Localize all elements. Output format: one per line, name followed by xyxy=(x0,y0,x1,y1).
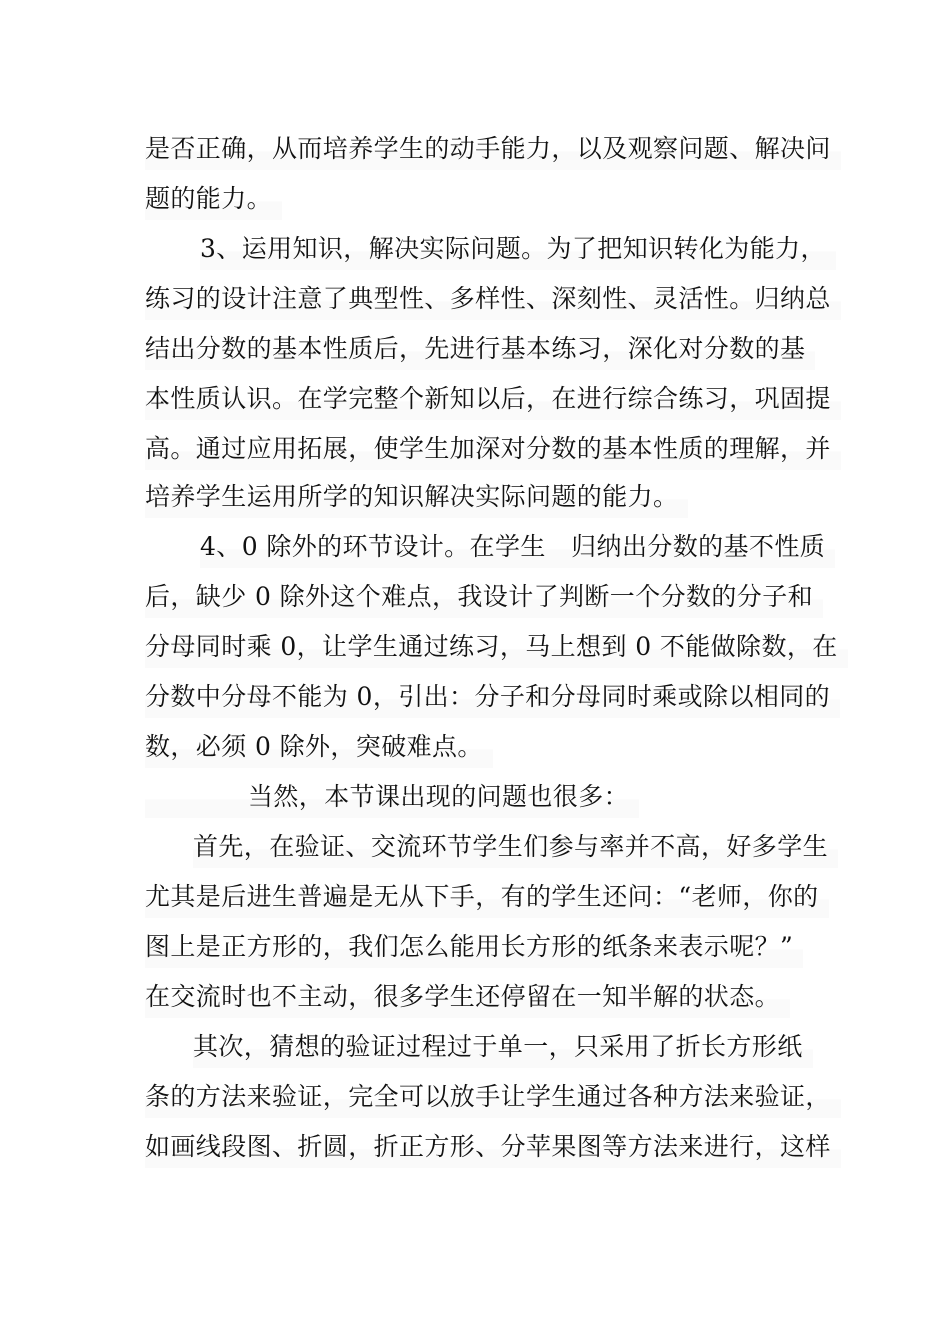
text-line: 分数中分母不能为 0，引出：分子和分母同时乘或除以相同的 xyxy=(145,676,840,718)
text-line: 是否正确，从而培养学生的动手能力，以及观察问题、解决问 xyxy=(145,128,841,170)
text-line: 练习的设计注意了典型性、多样性、深刻性、灵活性。归纳总 xyxy=(145,278,841,320)
text-line: 分母同时乘 0，让学生通过练习，马上想到 0 不能做除数，在 xyxy=(145,626,848,668)
text-line: 条的方法来验证，完全可以放手让学生通过各种方法来验证， xyxy=(145,1076,841,1118)
text-line: 高。通过应用拓展，使学生加深对分数的基本性质的理解，并 xyxy=(145,428,841,470)
text-line: 3、运用知识，解决实际问题。为了把知识转化为能力， xyxy=(200,228,836,270)
text-line: 在交流时也不主动，很多学生还停留在一知半解的状态。 xyxy=(145,976,790,1018)
text-line: 尤其是后进生普遍是无从下手，有的学生还问：“老师，你的 xyxy=(145,876,829,918)
text-line: 首先，在验证、交流环节学生们参与率并不高，好多学生 xyxy=(193,826,838,868)
text-line: 4、0 除外的环节设计。在学生 归纳出分数的基不性质 xyxy=(200,526,835,568)
text-line: 本性质认识。在学完整个新知以后，在进行综合练习，巩固提 xyxy=(145,378,841,420)
text-line: 图上是正方形的，我们怎么能用长方形的纸条来表示呢？” xyxy=(145,926,803,968)
text-line: 后，缺少 0 除外这个难点，我设计了判断一个分数的分子和 xyxy=(145,576,823,618)
text-line: 结出分数的基本性质后，先进行基本练习，深化对分数的基 xyxy=(145,328,815,370)
text-line: 数，必须 0 除外，突破难点。 xyxy=(145,726,493,768)
text-line: 如画线段图、折圆，折正方形、分苹果图等方法来进行，这样 xyxy=(145,1126,841,1168)
text-line: 题的能力。 xyxy=(145,178,282,220)
text-line: 培养学生运用所学的知识解决实际问题的能力。 xyxy=(145,476,688,518)
text-line: 当然，本节课出现的问题也很多： xyxy=(145,776,639,818)
text-line: 其次，猜想的验证过程过于单一，只采用了折长方形纸 xyxy=(193,1026,813,1068)
